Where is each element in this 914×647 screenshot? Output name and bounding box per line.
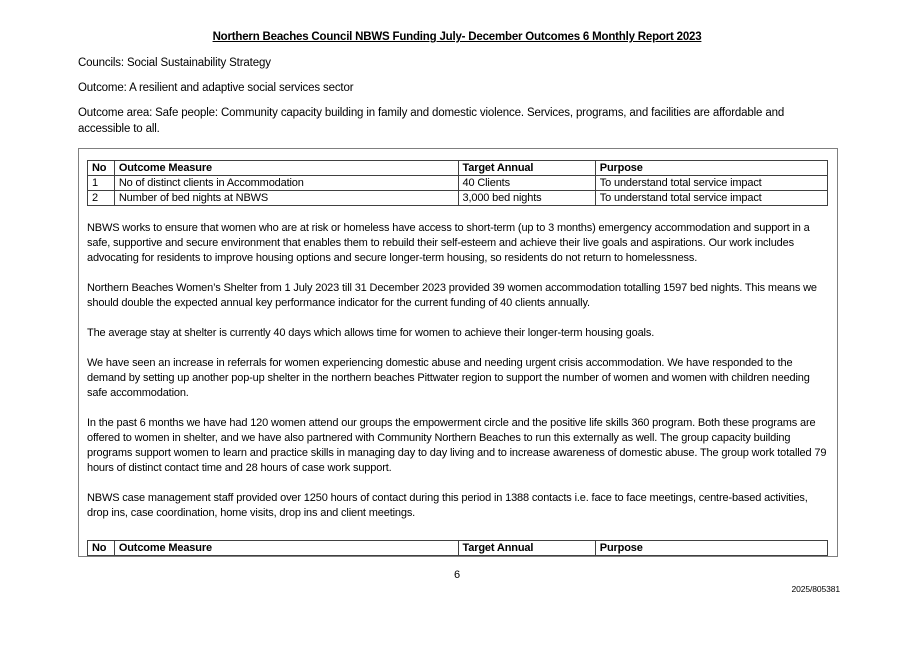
body-paragraph: The average stay at shelter is currently 40 days which allows time for women to achieve their longer-term housing goals. (87, 327, 655, 339)
table-header-cell-no: No (88, 161, 115, 176)
table-cell-no: 2 (88, 191, 115, 206)
table-cell-measure: No of distinct clients in Accommodation (114, 176, 458, 191)
table-cell-measure: Number of bed nights at NBWS (114, 191, 458, 206)
body-paragraph: We have seen an increase in referrals for women experiencing domestic abuse and needing urgent crisis accommodation. We have responded to the demand by setting up another pop-up shelter in the northern beaches Pittwater region to support the number of women and women with children needing safe accommodation. (87, 357, 810, 399)
outcome-area-line: Outcome area: Safe people: Community capacity building in family and domestic violence. Services, programs, and facilities are affordable and accessible to all. (78, 107, 785, 135)
table-cell-target: 3,000 bed nights (458, 191, 595, 206)
body-paragraph: NBWS works to ensure that women who are at risk or homeless have access to short-term (up to 3 months) emergency accommodation and support in a safe, supportive and secure environment that enables them to rebuild their self-esteem and achieve their live goals and aspirations. Our work includes advocating for residents to improve housing options and secure longer-term housing, so residents do not return to homelessness. (87, 222, 810, 264)
outcomes-table-2 (87, 540, 828, 556)
table-header-row (88, 161, 828, 176)
table-row (88, 176, 828, 191)
table-header-cell-measure: Outcome Measure (114, 161, 458, 176)
report-body (87, 221, 829, 521)
table-header-cell-target: Target Annual (458, 541, 595, 556)
document-reference: 2025/805381 (791, 584, 840, 594)
table-cell-purpose: To understand total service impact (595, 191, 827, 206)
page-title-text: Northern Beaches Council NBWS Funding July- December Outcomes 6 Monthly Report 2023 (212, 31, 702, 43)
content-box (78, 148, 838, 557)
table-header-cell-measure: Outcome Measure (114, 541, 458, 556)
table-cell-no: 1 (88, 176, 115, 191)
table-cell-target: 40 Clients (458, 176, 595, 191)
body-paragraph: NBWS case management staff provided over 1250 hours of contact during this period in 1388 contacts i.e. face to face meetings, centre-based activities, drop ins, case coordination, home visits, drop ins and client meetings. (87, 492, 808, 519)
page-title (0, 31, 914, 43)
body-paragraph: In the past 6 months we have had 120 women attend our groups the empowerment circle and the positive life skills 360 program. Both these programs are offered to women in shelter, and we have also partnered with Community Northern Beaches to run this externally as well. The group capacity building programs support women to learn and practice skills in managing day to day living and to increase awareness of domestic abuse. The group work totalled 79 hours of distinct contact time and 28 hours of case work support. (87, 417, 827, 474)
table-cell-purpose: To understand total service impact (595, 176, 827, 191)
table-header-cell-purpose: Purpose (595, 541, 827, 556)
table-header-row (88, 541, 828, 556)
table-header-cell-target: Target Annual (458, 161, 595, 176)
table-header-cell-purpose: Purpose (595, 161, 827, 176)
table-row (88, 191, 828, 206)
page-number: 6 (453, 569, 461, 581)
councils-line: Councils: Social Sustainability Strategy (78, 57, 271, 69)
outcomes-table-1 (87, 160, 828, 206)
table-header-cell-no: No (88, 541, 115, 556)
body-paragraph: Northern Beaches Women’s Shelter from 1 July 2023 till 31 December 2023 provided 39 women accommodation totalling 1597 bed nights. This means we should double the expected annual key performance indicator for the current funding of 40 clients annually. (87, 282, 817, 309)
outcome-line: Outcome: A resilient and adaptive social services sector (78, 82, 354, 94)
